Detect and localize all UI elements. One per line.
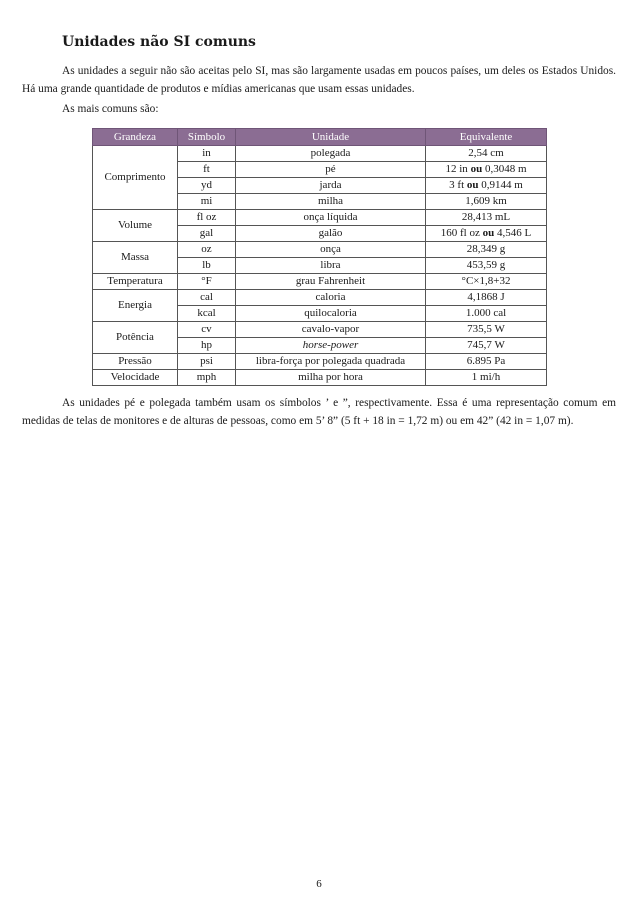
equiv-part-a: 160 fl oz bbox=[440, 227, 480, 239]
cell-equivalent: 2,54 cm bbox=[426, 146, 547, 162]
cell-symbol: oz bbox=[178, 242, 236, 258]
cell-quantity: Potência bbox=[93, 322, 178, 354]
cell-unit: libra-força por polegada quadrada bbox=[236, 354, 426, 370]
cell-unit: pé bbox=[236, 162, 426, 178]
table-body bbox=[93, 146, 547, 386]
cell-symbol: yd bbox=[178, 178, 236, 194]
cell-equivalent: 745,7 W bbox=[426, 338, 547, 354]
page-number: 6 bbox=[316, 878, 322, 890]
section-heading: Unidades não SI comuns bbox=[62, 34, 256, 50]
cell-unit: jarda bbox=[236, 178, 426, 194]
table-header-row bbox=[93, 129, 547, 146]
cell-equivalent bbox=[426, 226, 547, 242]
cell-equivalent: 6.895 Pa bbox=[426, 354, 547, 370]
cell-equivalent: 1.000 cal bbox=[426, 306, 547, 322]
cell-equivalent: 4,1868 J bbox=[426, 290, 547, 306]
cell-quantity: Velocidade bbox=[93, 370, 178, 386]
cell-unit: cavalo-vapor bbox=[236, 322, 426, 338]
cell-symbol: psi bbox=[178, 354, 236, 370]
equiv-part-b: 0,3048 m bbox=[484, 163, 527, 175]
equiv-or: ou bbox=[470, 163, 483, 175]
cell-quantity: Energia bbox=[93, 290, 178, 322]
equiv-part-b: 4,546 L bbox=[497, 227, 532, 239]
cell-unit: polegada bbox=[236, 146, 426, 162]
cell-unit: onça bbox=[236, 242, 426, 258]
header-simbolo: Símbolo bbox=[178, 129, 236, 146]
cell-equivalent: 735,5 W bbox=[426, 322, 547, 338]
cell-symbol: gal bbox=[178, 226, 236, 242]
cell-symbol: mi bbox=[178, 194, 236, 210]
equiv-part-a: 3 ft bbox=[449, 179, 465, 191]
cell-quantity: Temperatura bbox=[93, 274, 178, 290]
intro-paragraph: As unidades a seguir não são aceitas pelo SI, mas são largamente usadas em poucos países, um deles os Estados Unidos. Há uma grande quantidade de produtos e mídias americanas que usam essas unidades. bbox=[22, 65, 616, 95]
table-row bbox=[93, 274, 547, 290]
equiv-or: ou bbox=[482, 227, 495, 239]
cell-unit: quilocaloria bbox=[236, 306, 426, 322]
cell-symbol: hp bbox=[178, 338, 236, 354]
header-unidade: Unidade bbox=[236, 129, 426, 146]
cell-equivalent: 1 mi/h bbox=[426, 370, 547, 386]
table-row bbox=[93, 290, 547, 306]
cell-symbol: fl oz bbox=[178, 210, 236, 226]
closing-paragraph: As unidades pé e polegada também usam os símbolos ’ e ”, respectivamente. Essa é uma representação comum em medidas de telas de monitores e de alturas de pessoas, como em 5’ 8” (5 ft + 18 in = 1,72 m) ou em 42” (42 in = 1,07 m). bbox=[22, 397, 616, 427]
cell-symbol: kcal bbox=[178, 306, 236, 322]
equiv-part-b: 0,9144 m bbox=[481, 179, 523, 191]
cell-equivalent: 28,413 mL bbox=[426, 210, 547, 226]
cell-symbol: cal bbox=[178, 290, 236, 306]
cell-unit: milha bbox=[236, 194, 426, 210]
cell-unit: milha por hora bbox=[236, 370, 426, 386]
cell-unit: galão bbox=[236, 226, 426, 242]
equiv-or: ou bbox=[466, 179, 479, 191]
table-row bbox=[93, 210, 547, 226]
cell-symbol: cv bbox=[178, 322, 236, 338]
header-equivalente: Equivalente bbox=[426, 129, 547, 146]
cell-quantity: Pressão bbox=[93, 354, 178, 370]
cell-unit: libra bbox=[236, 258, 426, 274]
table-row bbox=[93, 370, 547, 386]
cell-unit: horse-power bbox=[236, 338, 426, 354]
cell-symbol: ft bbox=[178, 162, 236, 178]
equiv-part-a: 12 in bbox=[445, 163, 468, 175]
table-row bbox=[93, 354, 547, 370]
cell-equivalent bbox=[426, 178, 547, 194]
cell-quantity: Volume bbox=[93, 210, 178, 242]
cell-equivalent: °C×1,8+32 bbox=[426, 274, 547, 290]
cell-equivalent: 453,59 g bbox=[426, 258, 547, 274]
cell-equivalent bbox=[426, 162, 547, 178]
table-row bbox=[93, 322, 547, 338]
cell-symbol: °F bbox=[178, 274, 236, 290]
units-table bbox=[92, 128, 547, 386]
cell-symbol: lb bbox=[178, 258, 236, 274]
cell-unit: caloria bbox=[236, 290, 426, 306]
lead-paragraph: As mais comuns são: bbox=[62, 103, 159, 115]
table-row bbox=[93, 242, 547, 258]
cell-symbol: mph bbox=[178, 370, 236, 386]
cell-unit: grau Fahrenheit bbox=[236, 274, 426, 290]
cell-equivalent: 1,609 km bbox=[426, 194, 547, 210]
cell-quantity: Massa bbox=[93, 242, 178, 274]
cell-symbol: in bbox=[178, 146, 236, 162]
table-row bbox=[93, 146, 547, 162]
cell-unit: onça líquida bbox=[236, 210, 426, 226]
cell-equivalent: 28,349 g bbox=[426, 242, 547, 258]
header-grandeza: Grandeza bbox=[93, 129, 178, 146]
cell-quantity: Comprimento bbox=[93, 146, 178, 210]
